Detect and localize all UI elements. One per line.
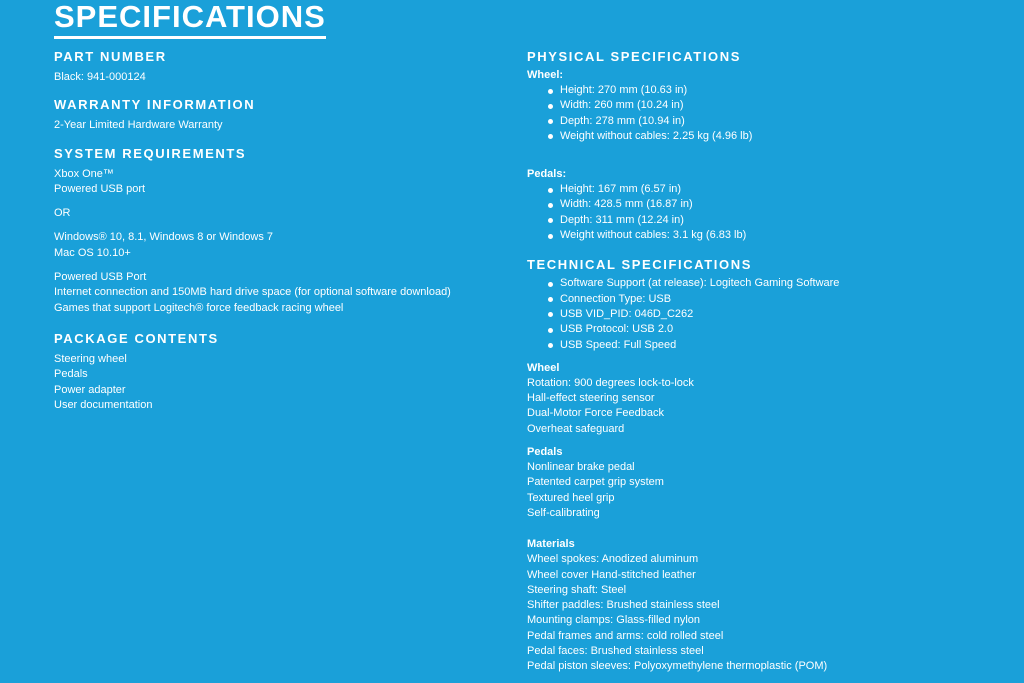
sysreq-line: Games that support Logitech® force feedback racing wheel: [54, 301, 344, 314]
package-item: Power adapter: [54, 383, 126, 396]
page-title: SPECIFICATIONS: [54, 0, 326, 39]
materials-line: Mounting clamps: Glass-filled nylon: [527, 614, 701, 627]
tech-pedals-label: Pedals: [527, 446, 563, 459]
tech-wheel-line: Hall-effect steering sensor: [527, 392, 655, 405]
list-item: Height: 270 mm (10.63 in): [547, 83, 1007, 98]
list-item: Connection Type: USB: [547, 292, 1007, 307]
sysreq-line: Windows® 10, 8.1, Windows 8 or Windows 7: [54, 231, 274, 244]
list-item: Width: 428.5 mm (16.87 in): [547, 197, 1007, 212]
sysreq-line: Powered USB Port: [54, 271, 147, 284]
part-number-heading: PART NUMBER: [54, 49, 167, 64]
sysreq-or: OR: [54, 207, 71, 220]
tech-pedals-line: Textured heel grip: [527, 491, 615, 504]
list-item: Depth: 311 mm (12.24 in): [547, 213, 1007, 228]
right-column: [527, 48, 1007, 675]
sysreq-line: Mac OS 10.10+: [54, 246, 131, 259]
left-column: [54, 48, 504, 413]
list-item: Weight without cables: 2.25 kg (4.96 lb): [547, 129, 1007, 144]
list-item: USB Speed: Full Speed: [547, 338, 1007, 353]
part-number-value: Black: 941-000124: [54, 71, 146, 83]
materials-line: Pedal frames and arms: cold rolled steel: [527, 629, 724, 642]
tech-pedals-line: Self-calibrating: [527, 506, 600, 519]
system-requirements-heading: SYSTEM REQUIREMENTS: [54, 145, 247, 161]
package-item: User documentation: [54, 398, 153, 411]
tech-pedals-line: Patented carpet grip system: [527, 476, 664, 489]
sysreq-line: Internet connection and 150MB hard drive space (for optional software download): [54, 286, 451, 299]
list-item: Weight without cables: 3.1 kg (6.83 lb): [547, 228, 1007, 243]
materials-line: Wheel spokes: Anodized aluminum: [527, 553, 699, 566]
tech-pedals-line: Nonlinear brake pedal: [527, 461, 635, 474]
package-item: Pedals: [54, 368, 88, 381]
technical-list: [527, 276, 1007, 352]
materials-line: Pedal faces: Brushed stainless steel: [527, 645, 704, 658]
physical-wheel-label: Wheel:: [527, 69, 564, 81]
warranty-heading: WARRANTY INFORMATION: [54, 97, 256, 113]
materials-label: Materials: [527, 538, 575, 551]
technical-specs-heading: TECHNICAL SPECIFICATIONS: [527, 257, 752, 273]
physical-specs-heading: PHYSICAL SPECIFICATIONS: [527, 49, 742, 64]
list-item: USB VID_PID: 046D_C262: [547, 307, 1007, 322]
tech-wheel-line: Rotation: 900 degrees lock-to-lock: [527, 376, 694, 389]
sysreq-line: Xbox One™: [54, 167, 114, 180]
list-item: Software Support (at release): Logitech Gaming Software: [547, 276, 1007, 291]
materials-line: Wheel cover Hand-stitched leather: [527, 568, 696, 581]
materials-line: Shifter paddles: Brushed stainless steel: [527, 599, 720, 612]
materials-line: Pedal piston sleeves: Polyoxymethylene thermoplastic (POM): [527, 660, 828, 673]
physical-pedals-list: [527, 182, 1007, 243]
list-item: Height: 167 mm (6.57 in): [547, 182, 1007, 197]
physical-wheel-list: [527, 83, 1007, 144]
warranty-value: 2-Year Limited Hardware Warranty: [54, 119, 223, 132]
materials-line: Steering shaft: Steel: [527, 583, 627, 596]
physical-pedals-label: Pedals:: [527, 168, 567, 181]
tech-wheel-line: Overheat safeguard: [527, 422, 625, 435]
package-item: Steering wheel: [54, 352, 127, 365]
sysreq-line: Powered USB port: [54, 182, 146, 195]
tech-wheel-label: Wheel: [527, 361, 560, 374]
package-contents-heading: PACKAGE CONTENTS: [54, 330, 219, 346]
list-item: Depth: 278 mm (10.94 in): [547, 114, 1007, 129]
list-item: USB Protocol: USB 2.0: [547, 322, 1007, 337]
list-item: Width: 260 mm (10.24 in): [547, 98, 1007, 113]
tech-wheel-line: Dual-Motor Force Feedback: [527, 407, 664, 420]
